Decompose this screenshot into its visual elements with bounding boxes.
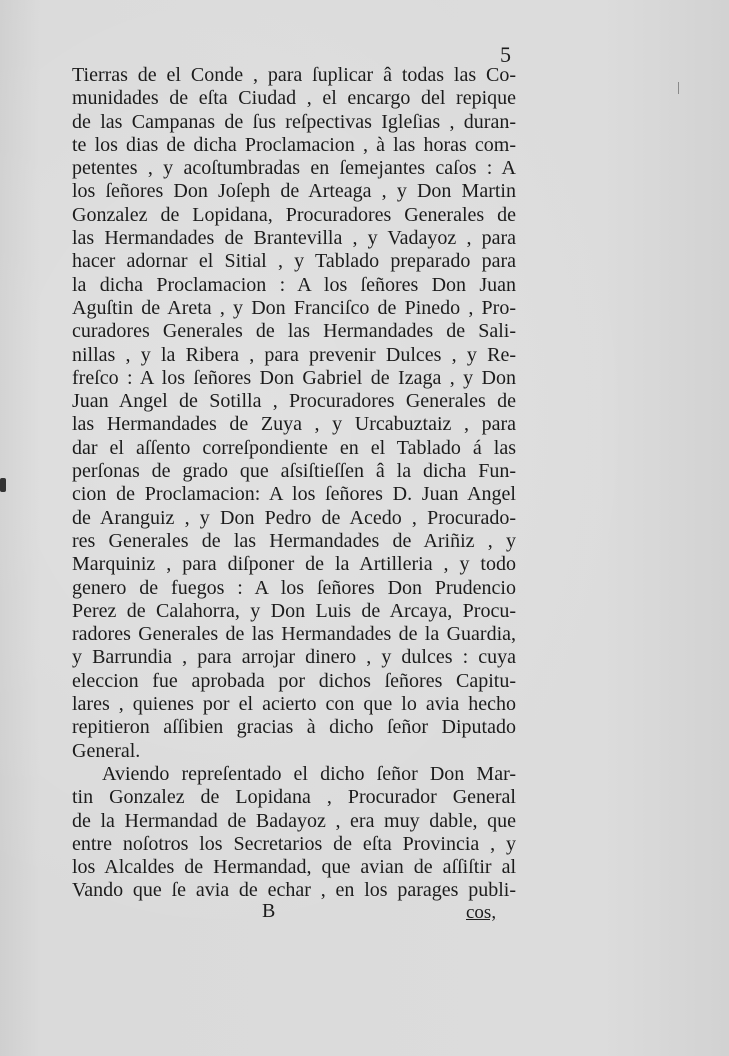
text-line: tin Gonzalez de Lopidana , Procurador General	[72, 786, 516, 809]
text-line: Aguſtin de Areta , y Don Franciſco de Pinedo , Pro-	[72, 296, 516, 319]
text-line: Juan Angel de Sotilla , Procuradores Generales de	[72, 390, 516, 413]
text-line: los ſeñores Don Joſeph de Arteaga , y Don Martin	[72, 180, 516, 203]
text-line: genero de fuegos : A los ſeñores Don Prudencio	[72, 576, 516, 599]
text-line: y Barrundia , para arrojar dinero , y dulces : cuya	[72, 646, 516, 669]
text-line: res Generales de las Hermandades de Ariñiz , y	[72, 529, 516, 552]
text-line: cion de Proclamacion: A los ſeñores D. Juan Angel	[72, 483, 516, 506]
text-line: Vando que ſe avia de echar , en los parages publi-	[72, 879, 516, 902]
text-line: te los dias de dicha Proclamacion , à las horas com-	[72, 133, 516, 156]
text-line: de las Campanas de ſus reſpectivas Igleſias , duran-	[72, 110, 516, 133]
text-line: hacer adornar el Sitial , y Tablado preparado para	[72, 250, 516, 273]
text-line: petentes , y acoſtumbradas en ſemejantes caſos : A	[72, 157, 516, 180]
text-line: de la Hermandad de Badayoz , era muy dable, que	[72, 809, 516, 832]
text-line: munidades de eſta Ciudad , el encargo del repique	[72, 87, 516, 110]
text-line: de Aranguiz , y Don Pedro de Acedo , Procurado-	[72, 506, 516, 529]
text-line: los Alcaldes de Hermandad, que avian de aſſiſtir al	[72, 856, 516, 879]
catchword: cos,	[466, 902, 497, 923]
text-line: Gonzalez de Lopidana, Procuradores Generales de	[72, 203, 516, 226]
text-line: nillas , y la Ribera , para prevenir Dulces , y Re-	[72, 343, 516, 366]
text-line: entre noſotros los Secretarios de eſta Provincia , y	[72, 832, 516, 855]
binding-mark	[0, 478, 6, 492]
text-line: curadores Generales de las Hermandades de Sali-	[72, 320, 516, 343]
text-line: perſonas de grado que aſsiſtieſſen â la dicha Fun-	[72, 460, 516, 483]
text-line: Tierras de el Conde , para ſuplicar â todas las Co-	[72, 64, 516, 86]
text-line: Marquiniz , para diſponer de la Artilleria , y todo	[72, 553, 516, 576]
text-line: Aviendo repreſentado el dicho ſeñor Don Mar-	[102, 762, 516, 785]
text-line: freſco : A los ſeñores Don Gabriel de Izaga , y Don	[72, 366, 516, 389]
text-line: radores Generales de las Hermandades de la Guardia,	[72, 623, 516, 646]
text-line: eleccion fue aprobada por dichos ſeñores Capitu-	[72, 669, 516, 692]
text-line: las Hermandades de Brantevilla , y Vadayoz , para	[72, 227, 516, 250]
text-line: Perez de Calahorra, y Don Luis de Arcaya, Procu-	[72, 599, 516, 622]
text-line: General.	[72, 739, 141, 762]
text-line: dar el aſſento correſpondiente en el Tablado á las	[72, 436, 516, 459]
page-number: 5	[500, 42, 511, 67]
margin-tick	[678, 82, 679, 94]
body-text	[72, 64, 516, 903]
signature-mark: B	[262, 900, 276, 922]
text-line: la dicha Proclamacion : A los ſeñores Don Juan	[72, 273, 516, 296]
text-line: lares , quienes por el acierto con que lo avia hecho	[72, 693, 516, 716]
text-line: las Hermandades de Zuya , y Urcabuztaiz , para	[72, 413, 516, 436]
text-line: repitieron aſſibien gracias à dicho ſeñor Diputado	[72, 716, 516, 739]
